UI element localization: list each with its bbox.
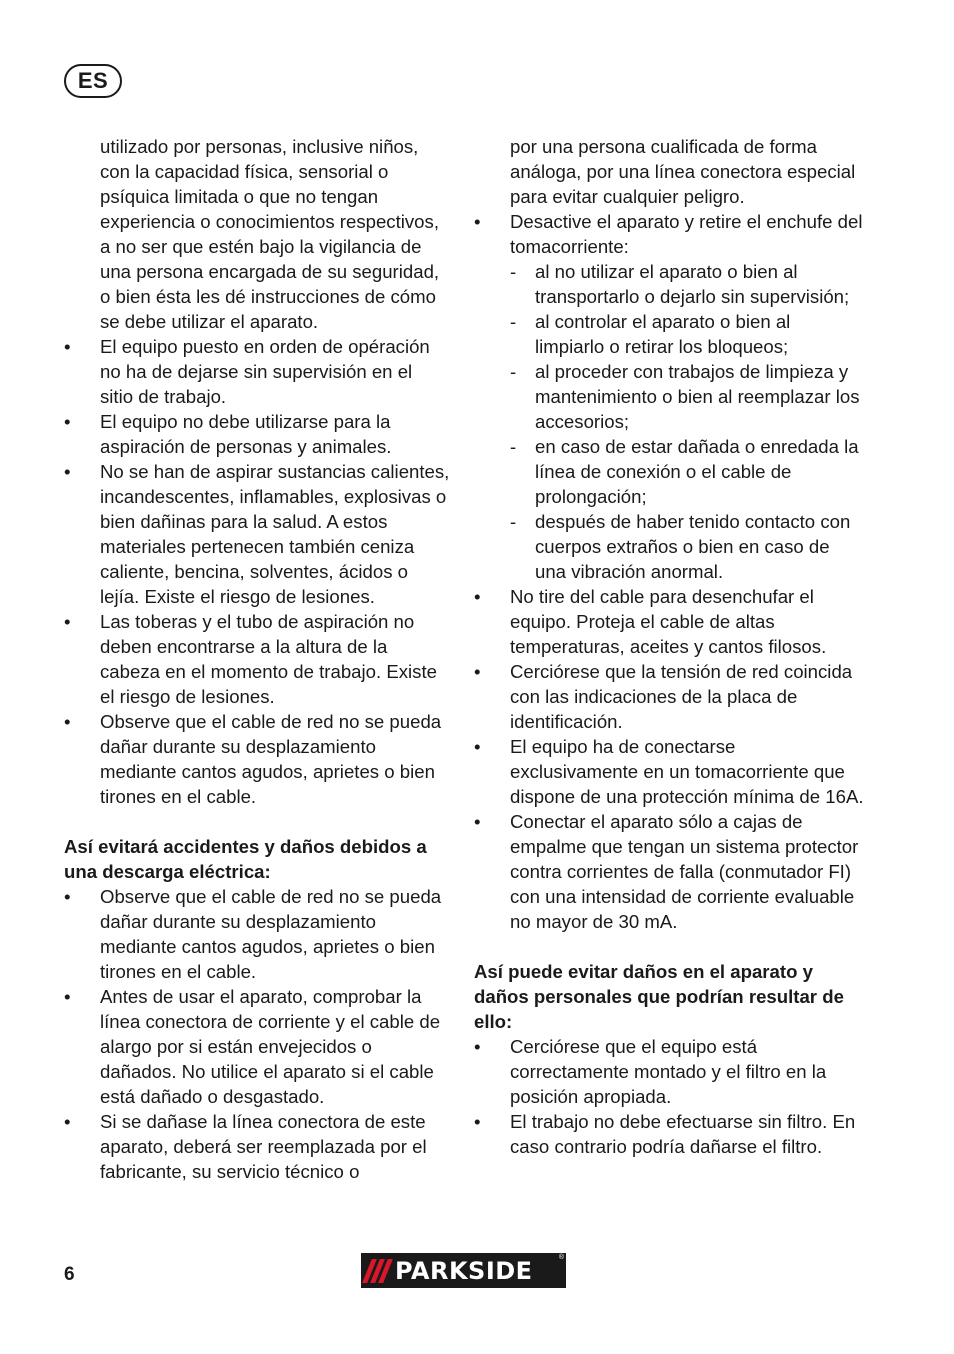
bullet-item: • El equipo puesto en orden de opéración no ha de dejarse sin supervisión en el sitio de trabajo. (64, 334, 450, 409)
bullet-item: • El equipo no debe utilizarse para la aspiración de personas y animales. (64, 409, 450, 459)
section-heading: Así puede evitar daños en el aparato y daños personales que podrían resultar de ello: (474, 961, 844, 1032)
bullet-item: • Desactive el aparato y retire el enchufe del tomacorriente: (474, 209, 864, 259)
bullet-item: • Observe que el cable de red no se pueda dañar durante su desplazamiento mediante cantos agudos, aprietes o bien tirones en el cable. (64, 709, 450, 809)
bullet-item: • Observe que el cable de red no se pueda dañar durante su desplazamiento mediante cantos agudos, aprietes o bien tirones en el cable. (64, 884, 450, 984)
bullet-item: • El equipo ha de conectarse exclusivamente en un tomacorriente que dispone de una protección mínima de 16A. (474, 734, 864, 809)
bullet-item: • Cerciórese que la tensión de red coincida con las indicaciones de la placa de identificación. (474, 659, 864, 734)
logo-stripes-icon (367, 1259, 388, 1283)
bullet-item: • Si se dañase la línea conectora de este aparato, deberá ser reemplazada por el fabricante, su servicio técnico o (64, 1109, 450, 1184)
paragraph-continuation: por una persona cualificada de forma análoga, por una línea conectora especial para evitar cualquier peligro. (510, 136, 856, 207)
dash-subitem: - después de haber tenido contacto con cuerpos extraños o bien en caso de una vibración anormal. (474, 509, 864, 584)
bullet-item: • Antes de usar el aparato, comprobar la línea conectora de corriente y el cable de alargo por si están envejecidos o dañados. No utilice el aparato si el cable está dañado o desgastado. (64, 984, 450, 1109)
logo-text: PARKSIDE (395, 1256, 533, 1285)
dash-subitem: - al proceder con trabajos de limpieza y mantenimiento o bien al reemplazar los accesorios; (474, 359, 864, 434)
bullet-item: • Cerciórese que el equipo está correctamente montado y el filtro en la posición apropiada. (474, 1034, 864, 1109)
bullet-item: • No tire del cable para desenchufar el equipo. Proteja el cable de altas temperaturas, aceites y cantos filosos. (474, 584, 864, 659)
dash-subitem: - al controlar el aparato o bien al limpiarlo o retirar los bloqueos; (474, 309, 864, 359)
paragraph-continuation: utilizado por personas, inclusive niños, con la capacidad física, sensorial o psíquica limitada o que no tengan experiencia o conocimientos respectivos, a no ser que estén bajo la vigilancia de una persona encargada de su seguridad, o bien ésta les dé instrucciones de cómo se debe utilizar el aparato. (100, 136, 440, 332)
dash-subitem: - en caso de estar dañada o enredada la línea de conexión o el cable de prolongación; (474, 434, 864, 509)
language-badge: ES (64, 64, 122, 98)
parkside-logo (361, 1253, 566, 1288)
bullet-item: • El trabajo no debe efectuarse sin filtro. En caso contrario podría dañarse el filtro. (474, 1109, 864, 1159)
section-heading: Así evitará accidentes y daños debidos a una descarga eléctrica: (64, 836, 427, 882)
right-column (474, 134, 864, 1159)
bullet-item: • No se han de aspirar sustancias calientes, incandescentes, inflamables, explosivas o bien dañinas para la salud. A estos materiales pertenecen también ceniza caliente, bencina, solventes, ácidos o lejía. Existe el riesgo de lesiones. (64, 459, 450, 609)
page-number: 6 (64, 1264, 75, 1285)
bullet-item: • Conectar el aparato sólo a cajas de empalme que tengan un sistema protector contra corrientes de falla (conmutador FI) con una intensidad de corriente evaluable no mayor de 30 mA. (474, 809, 864, 934)
left-column (64, 134, 450, 1184)
bullet-item: • Las toberas y el tubo de aspiración no deben encontrarse a la altura de la cabeza en el momento de trabajo. Existe el riesgo de lesiones. (64, 609, 450, 709)
registered-mark-icon: ® (558, 1254, 564, 1261)
dash-subitem: - al no utilizar el aparato o bien al transportarlo o dejarlo sin supervisión; (474, 259, 864, 309)
